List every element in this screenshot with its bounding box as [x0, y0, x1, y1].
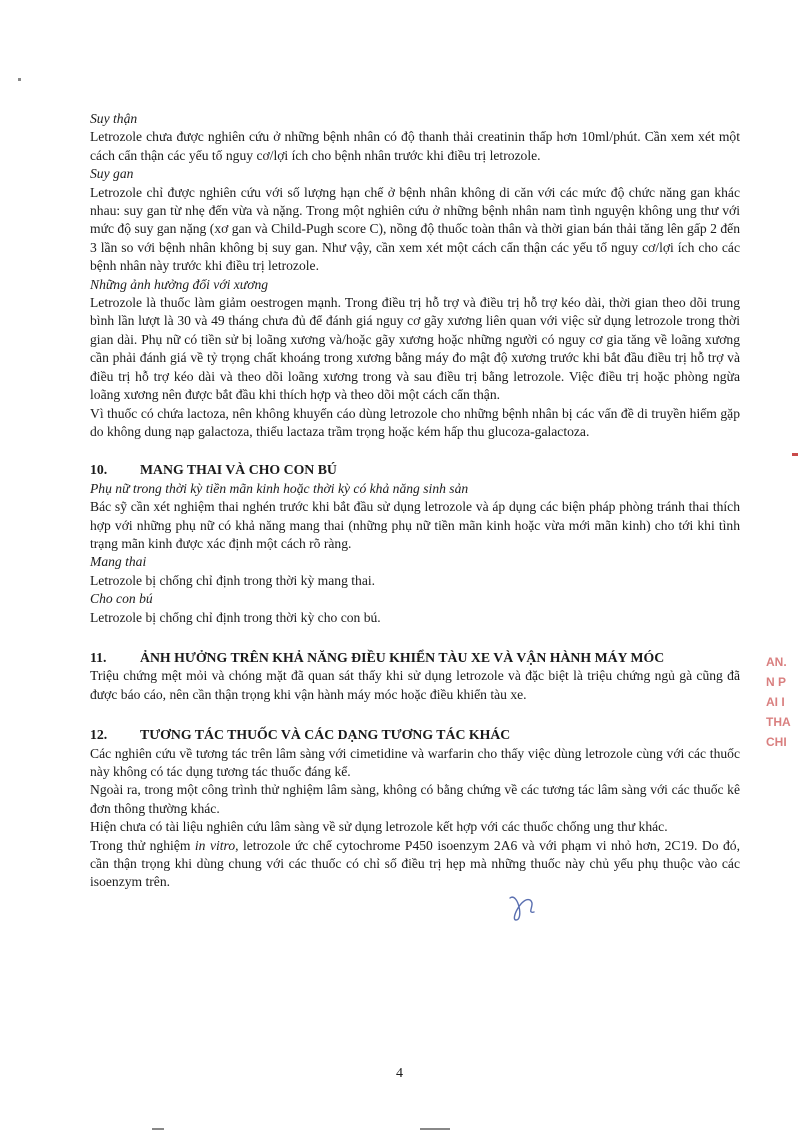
text-renal-impairment: Letrozole chưa được nghiên cứu ở những bệnh nhân có độ thanh thải creatinin thấp hơn 10ml/phút. Cần xem xét một cách cẩn thận các yếu tố nguy cơ/lợi ích cho bệnh nhân trước khi điều trị letrozole. [90, 129, 740, 163]
scan-mark [792, 453, 798, 456]
section-number: 10. [90, 462, 108, 478]
subheading-breastfeeding: Cho con bú [90, 591, 153, 607]
section-title: TƯƠNG TÁC THUỐC VÀ CÁC DẠNG TƯƠNG TÁC KHÁC [140, 727, 511, 743]
stamp-line: THA [766, 715, 791, 729]
text-pregnancy-test: Bác sỹ cần xét nghiệm thai nghén trước khi bắt đầu sử dụng letrozole và áp dụng các biện pháp phòng tránh thai thích hợp với những phụ nữ có khả năng mang thai (những phụ nữ tiền mãn kinh hoặc vừa mới mãn kinh) cho tới khi tình trạng mãn kinh được xác định một cách rõ ràng. [90, 499, 740, 551]
subheading-premenopausal: Phụ nữ trong thời kỳ tiền mãn kinh hoặc thời kỳ có khả năng sinh sản [90, 480, 469, 496]
scan-mark [420, 1128, 450, 1130]
scan-mark [152, 1128, 164, 1130]
stamp-fragment [766, 652, 799, 787]
section-11-heading [90, 649, 740, 667]
text-breastfeeding: Letrozole bị chống chỉ định trong thời kỳ cho con bú. [90, 609, 381, 625]
heading-renal-impairment: Suy thận [90, 111, 138, 126]
signature-mark [504, 890, 544, 926]
section-10-heading [90, 461, 740, 479]
text-interactions-1: Các nghiên cứu về tương tác trên lâm sàng với cimetidine và warfarin cho thấy việc dùng letrozole cùng với các thuốc này không có tác dụng tương tác thuốc đáng kể. [90, 745, 740, 779]
heading-hepatic-impairment: Suy gan [90, 166, 134, 182]
page-number: 4 [396, 1066, 403, 1081]
subheading-pregnancy: Mang thai [90, 554, 147, 570]
text-interactions-4: Trong thử nghiệm in vitro, letrozole ức chế cytochrome P450 isoenzym 2A6 và với phạm vi nhỏ hơn, 2C19. Do đó, cần thận trọng khi dùng chung với các thuốc có chỉ số điều trị hẹp mà những thuốc này chủ yếu phụ thuộc vào các isoenzym trên. [90, 837, 740, 890]
section-12-heading [90, 726, 740, 744]
section-number: 11. [90, 649, 107, 665]
scan-mark [18, 78, 21, 81]
stamp-line: AN. [766, 655, 787, 669]
text-interactions-2: Ngoài ra, trong một công trình thử nghiệm lâm sàng, không có bằng chứng về các tương tác lâm sàng với các thuốc kê đơn thông thường khác. [90, 782, 740, 816]
stamp-line: AI I [766, 695, 785, 709]
text-lactose-warning: Vì thuốc có chứa lactoza, nên không khuyến cáo dùng letrozole cho những bệnh nhân bị các vấn đề di truyền hiếm gặp do không dung nạp galactoza, thiếu lactaza trầm trọng hoặc kém hấp thu glucoza-galactoza. [90, 405, 740, 439]
text-pregnancy: Letrozole bị chống chỉ định trong thời kỳ mang thai. [90, 572, 376, 588]
section-title: MANG THAI VÀ CHO CON BÚ [140, 462, 337, 478]
text-driving: Triệu chứng mệt mỏi và chóng mặt đã quan sát thấy khi sử dụng letrozole và đặc biệt là triệu chứng ngủ gà cũng đã được báo cáo, nên cần thận trọng khi vận hành máy móc hoặc điều khiển tàu xe. [90, 668, 740, 702]
document-body [90, 110, 740, 892]
stamp-line: N P [766, 675, 787, 689]
text-interactions-3: Hiện chưa có tài liệu nghiên cứu lâm sàng về sử dụng letrozole kết hợp với các thuốc chống ung thư khác. [90, 819, 668, 835]
heading-bone-effects: Những ảnh hưởng đối với xương [90, 276, 269, 292]
stamp-line: CHI [766, 735, 787, 749]
text-hepatic-impairment: Letrozole chỉ được nghiên cứu với số lượng hạn chế ở bệnh nhân không di căn với các mức độ chức năng gan khác nhau: suy gan từ nhẹ đến vừa và nặng. Trong một nghiên cứu ở những bệnh nhân nam tình nguyện không ung thư với mức độ suy gan nặng (xơ gan và Child-Pugh score C), nồng độ thuốc toàn thân và thời gian bán thải tăng lên gấp 2 đến 3 lần so với bệnh nhân không bị suy gan. Như vậy, cần xem xét một cách cẩn thận các yếu tố nguy cơ/lợi ích cho các bệnh nhân này trước khi điều trị letrozole. [90, 184, 740, 274]
section-number: 12. [90, 727, 108, 743]
section-title: ẢNH HƯỞNG TRÊN KHẢ NĂNG ĐIỀU KHIỂN TÀU XE VÀ VẬN HÀNH MÁY MÓC [140, 649, 665, 665]
text-bone-effects: Letrozole là thuốc làm giảm oestrogen mạnh. Trong điều trị hỗ trợ và điều trị hỗ trợ kéo dài, thời gian theo dõi trung bình lần lượt là 30 và 49 tháng chưa đủ để đánh giá nguy cơ gãy xương liên quan với việc sử dụng letrozole trong thời gian dài. Phụ nữ có tiền sử bị loãng xương và/hoặc gãy xương hoặc những người có nguy cơ gia tăng về loãng xương cần phải đánh giá về tỷ trọng chất khoáng trong xương bằng máy đo mật độ xương trước khi bắt đầu điều trị hỗ trợ và điều trị hỗ trợ kéo dài và theo dõi loãng xương trong và sau điều trị bằng letrozole. Việc điều trị hoặc phòng ngừa loãng xương nên được bắt đầu khi thích hợp và theo dõi một cách cẩn thận. [90, 295, 740, 403]
